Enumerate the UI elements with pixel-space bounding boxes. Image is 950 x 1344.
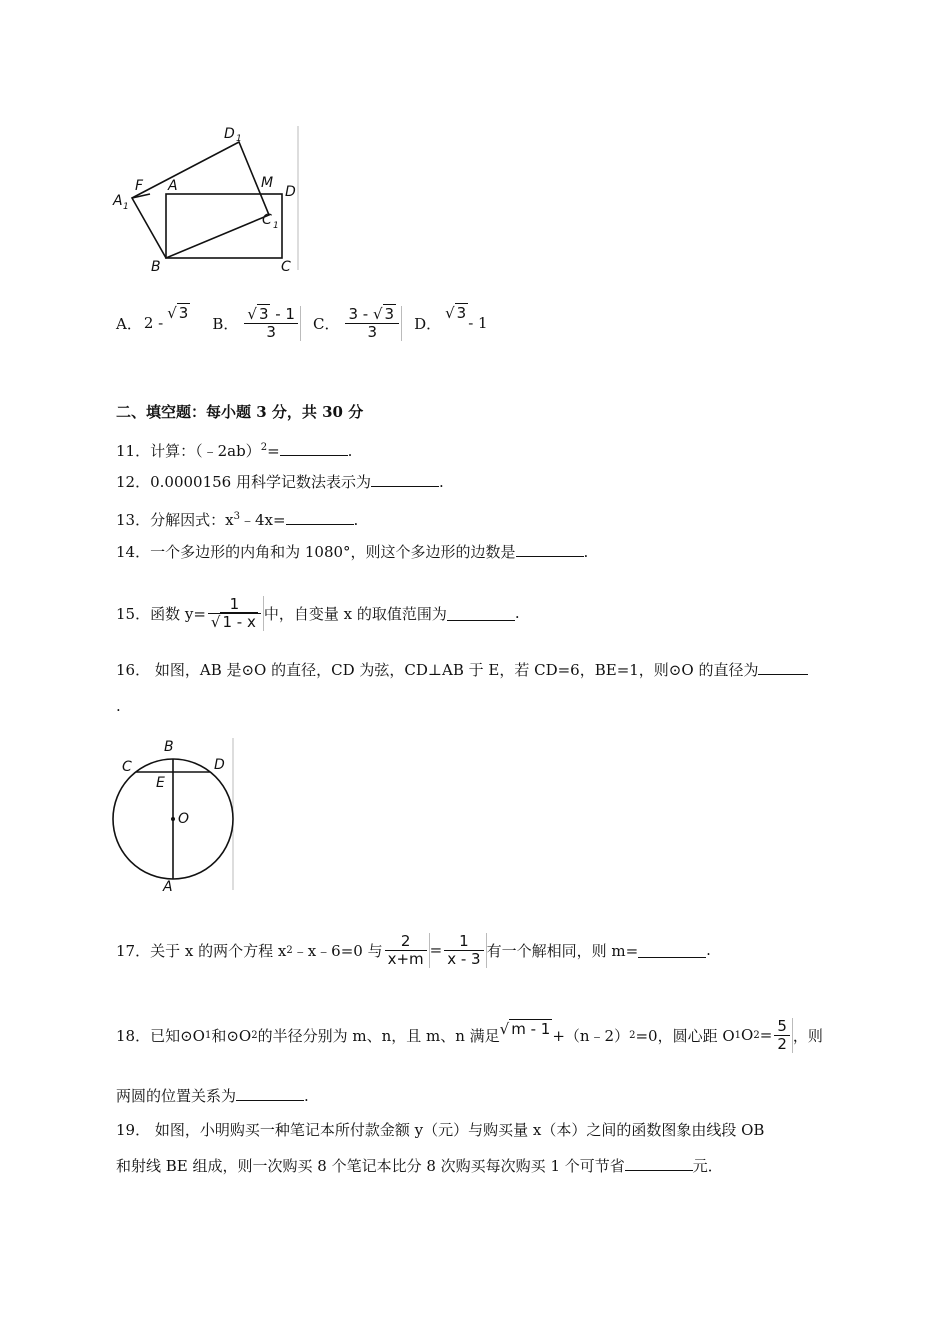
question-19-line1: 19． 如图，小明购买一种笔记本所付款金额 y（元）与购买量 x（本）之间的函数图象由线段 OB [116, 1121, 765, 1139]
label-a1: A [113, 193, 123, 209]
answer-blank[interactable] [758, 660, 808, 675]
question-15: 15．函数 y= $\frac{1}{√ 1 - x}$ 中，自变量 x 的取值范围为 . [116, 594, 520, 631]
question-11: 11．计算：（﹣2ab）$^2$= . [116, 442, 353, 460]
label-a1-sub: 1 [123, 202, 129, 212]
question-12: 12．0.0000156 用科学记数法表示为 . [116, 473, 444, 491]
answer-blank[interactable] [516, 542, 584, 557]
label-e: E [156, 775, 165, 791]
label-b: B [164, 739, 174, 755]
option-d-tail: - 1 [468, 314, 488, 332]
question-19-line2: 和射线 BE 组成，则一次购买 8 个笔记本比分 8 次购买每次购买 1 个可节省 元． [116, 1157, 723, 1175]
label-f: F [135, 178, 144, 194]
option-d-sqrt: √ 3 [445, 304, 467, 322]
answer-blank[interactable] [286, 510, 354, 525]
label-b: B [151, 259, 161, 274]
option-a-pre: 2 - [143, 314, 164, 332]
answer-blank[interactable] [280, 441, 348, 456]
label-a: A [168, 178, 178, 194]
option-a-label: A． [116, 314, 142, 333]
question-14: 14．一个多边形的内角和为 1080°，则这个多边形的边数是 . [116, 543, 589, 561]
question-18: 18．已知⊙O 1 和⊙O 2 的半径分别为 m、n，且 m、n 满足 √ m - 1 +（n﹣2） 2 =0，圆心距 O 1 O 2 = $\frac{5}{2}$ ，则 [116, 1016, 823, 1053]
q18-sqrt: √ m - 1 [499, 1020, 551, 1038]
label-d: D [214, 757, 225, 773]
section2-heading: 二、填空题：每小题 3 分，共 30 分 [116, 403, 364, 421]
question-16-end: . [116, 697, 121, 715]
option-c-label: C． [312, 314, 340, 333]
question-13: 13．分解因式：$x^3﹣4x=$ . [116, 511, 359, 529]
q10-options [116, 298, 488, 348]
q18-fraction: $\frac{5}{2}$ [772, 1018, 793, 1053]
figure-circle [110, 736, 238, 894]
label-d1: D [224, 126, 235, 142]
label-c: C [122, 759, 132, 775]
question-18-line2: 两圆的位置关系为 . [116, 1087, 309, 1105]
question-16: 16． 如图，AB 是⊙O 的直径，CD 为弦，CD⊥AB 于 E，若 CD=6，BE=1，则⊙O 的直径为 [116, 660, 808, 680]
q17-fraction-2: $\frac{1}{x - 3}$ [442, 933, 486, 968]
option-d-label: D． [414, 314, 442, 333]
answer-blank[interactable] [625, 1156, 693, 1171]
label-a: A [163, 879, 173, 894]
option-b-fraction: $\frac{√ 3 - 1}{3}$ [242, 306, 301, 341]
label-d: D [285, 184, 296, 200]
q17-fraction-1: $\frac{2}{x+m}$ [383, 933, 430, 968]
label-c1-sub: 1 [273, 221, 279, 231]
label-o: O [178, 811, 190, 827]
option-b-label: B． [212, 314, 239, 333]
q15-fraction: $\frac{1}{√ 1 - x}$ [206, 596, 264, 631]
option-a-sqrt: √ 3 [167, 304, 189, 322]
answer-blank[interactable] [371, 472, 439, 487]
answer-blank[interactable] [447, 606, 515, 621]
label-m: M [261, 175, 274, 191]
question-17: 17．关于 x 的两个方程 x 2 ﹣x﹣6=0 与 $\frac{2}{x+m}$ = $\frac{1}{x - 3}$ 有一个解相同，则 m= . [116, 931, 711, 968]
label-c1: C [262, 212, 272, 228]
label-d1-sub: 1 [236, 134, 242, 144]
answer-blank[interactable] [236, 1086, 304, 1101]
figure-rotated-rectangle [112, 124, 302, 274]
answer-blank[interactable] [638, 943, 706, 958]
option-c-fraction: $\frac{3 - √ 3}{3}$ [343, 306, 402, 341]
label-c: C [281, 259, 291, 274]
